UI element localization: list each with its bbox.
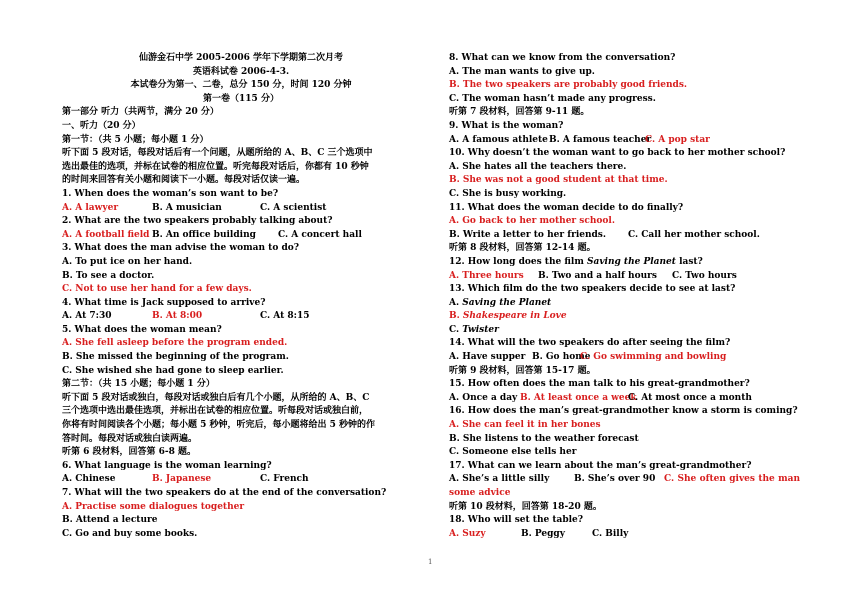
- question-10: 10. Why doesn’t the woman want to go back to her mother school?: [449, 148, 786, 159]
- question-12-text: last?: [675, 256, 703, 267]
- section2-instruction: 你将有时间阅读各个小题；每小题 5 秒钟，听完后，每小题将给出 5 秒钟的作: [62, 420, 376, 431]
- option-answer: C. Go swimming and bowling: [580, 352, 727, 363]
- option-answer: A. She fell asleep before the program ended.: [62, 338, 288, 349]
- option: A. She’s a little silly: [449, 474, 550, 485]
- exam-subject-title: 英语科试卷 2006-4-3.: [192, 66, 290, 77]
- option-answer: B. The two speakers are probably good friends.: [449, 80, 688, 91]
- question-2: 2. What are the two speakers probably talking about?: [62, 216, 333, 227]
- question-5: 5. What does the woman mean?: [62, 324, 222, 335]
- option: C. At 8:15: [260, 311, 310, 322]
- material-9: 听第 9 段材料，回答第 15-17 题。: [449, 365, 596, 376]
- option: [449, 324, 801, 338]
- film-title: Shakespeare in Love: [462, 311, 567, 322]
- option-answer: [449, 310, 801, 324]
- option-answer: A. She can feel it in her bones: [449, 420, 601, 431]
- options-row: [62, 473, 420, 487]
- option: C. She wished she had gone to sleep earlier.: [62, 365, 284, 376]
- question-13: 13. Which film do the two speakers decide to see at last?: [449, 284, 736, 295]
- option: B. Write a letter to her friends.: [449, 229, 607, 240]
- material-6: 听第 6 段材料，回答第 6-8 题。: [62, 447, 197, 458]
- option: A. To put ice on her hand.: [62, 256, 193, 267]
- option: [449, 297, 801, 311]
- exam-school-title: 仙游金石中学 2005-2006 学年下学期第二次月考: [138, 53, 344, 63]
- options-row: [62, 310, 420, 324]
- question-18: 18. Who will set the table?: [449, 515, 584, 526]
- question-1: 1. When does the woman’s son want to be?: [62, 188, 279, 199]
- option: C. French: [260, 474, 309, 485]
- option: A. The man wants to give up.: [449, 66, 595, 77]
- question-17: 17. What can we learn about the man’s great-grandmother?: [449, 460, 752, 471]
- section1-instruction: 选出最佳的选项，并标在试卷的相应位置。听完每段对话后，你都有 10 秒钟: [62, 161, 369, 172]
- option-answer: C. She often gives the man: [664, 474, 800, 485]
- question-15: 15. How often does the man talk to his great-grandmother?: [449, 379, 750, 390]
- option: C. A scientist: [260, 202, 327, 213]
- options-row: [62, 202, 420, 216]
- question-6: 6. What language is the woman learning?: [62, 460, 272, 471]
- options-row: [449, 392, 801, 406]
- question-16: 16. How does the man’s great-grandmother know a storm is coming?: [449, 406, 798, 417]
- section1-head: 第一节：（共 5 小题；每小题 1 分）: [62, 134, 209, 145]
- option: A. Chinese: [62, 474, 116, 485]
- question-3: 3. What does the man advise the woman to do?: [62, 243, 300, 254]
- option: B. Two and a half hours: [538, 270, 657, 281]
- option: A. A famous athlete: [449, 134, 548, 145]
- option: A. She hates all the teachers there.: [449, 161, 627, 172]
- option: A. Have supper: [449, 352, 526, 363]
- option: C. Call her mother school.: [628, 229, 760, 240]
- option: C. At most once a month: [628, 392, 752, 403]
- option: B. Peggy: [521, 528, 565, 539]
- section1-instruction: 的时间来回答有关小题和阅读下一小题。每段对话仅读一遍。: [62, 175, 306, 186]
- right-column: [449, 52, 801, 541]
- option-answer: A. Practise some dialogues together: [62, 501, 245, 512]
- left-column: [62, 52, 420, 541]
- option: C. A concert hall: [278, 229, 362, 240]
- option: A. Once a day: [449, 392, 518, 403]
- options-row: [449, 134, 801, 148]
- option: C. The woman hasn’t made any progress.: [449, 93, 656, 104]
- section1-title: 一、听力（20 分）: [62, 120, 141, 131]
- film-title: Twister: [462, 324, 499, 335]
- option: A. At 7:30: [62, 311, 112, 322]
- option-answer: A. Go back to her mother school.: [449, 216, 615, 227]
- exam-note: 本试卷分为第一、二卷，总分 150 分，时间 120 分钟: [130, 80, 352, 91]
- options-row: [449, 473, 801, 487]
- option-letter: B.: [449, 311, 463, 322]
- film-title: Saving the Planet: [462, 297, 552, 308]
- option-answer: C. A pop star: [645, 134, 710, 145]
- option: B. She’s over 90: [574, 474, 656, 485]
- section2-instruction: 答时间。每段对话或独白读两遍。: [62, 433, 198, 444]
- option-answer: B. She was not a good student at that time.: [449, 175, 668, 186]
- option: B. A musician: [152, 202, 222, 213]
- options-row: [449, 351, 801, 365]
- option-answer: A. A football field: [62, 229, 150, 240]
- option: B. She listens to the weather forecast: [449, 433, 639, 444]
- options-row: [449, 270, 801, 284]
- option: B. An office building: [152, 229, 256, 240]
- option-answer: A. Suzy: [449, 528, 486, 539]
- option-answer: B. At 8:00: [152, 311, 203, 322]
- option-answer: A. Three hours: [449, 270, 524, 281]
- options-row: [449, 229, 801, 243]
- option: B. Attend a lecture: [62, 515, 158, 526]
- option-answer: A. A lawyer: [62, 202, 119, 213]
- option: C. Two hours: [672, 270, 737, 281]
- section1-instruction: 听下面 5 段对话，每段对话后有一个问题，从题所给的 A、B、C 三个选项中: [62, 148, 373, 159]
- option-letter: A.: [449, 297, 463, 308]
- section2-instruction: 三个选项中选出最佳选项，并标出在试卷的相应位置。听每段对话或独白前，: [62, 406, 369, 417]
- option: C. Billy: [592, 528, 629, 539]
- option-answer: C. Not to use her hand for a few days.: [62, 284, 252, 295]
- material-10: 听第 10 段材料，回答第 18-20 题。: [449, 501, 602, 512]
- section2-instruction: 听下面 5 段对话或独白，每段对话或独白后有几个小题，从所给的 A、B、C: [62, 392, 370, 403]
- options-row: [62, 229, 420, 243]
- question-9: 9. What is the woman?: [449, 120, 564, 131]
- question-12: [449, 256, 801, 270]
- material-8: 听第 8 段材料，回答第 12-14 题。: [449, 243, 596, 254]
- option-answer: B. Japanese: [152, 474, 212, 485]
- question-12-text: 12. How long does the film: [449, 256, 587, 267]
- option: B. To see a doctor.: [62, 270, 155, 281]
- question-7: 7. What will the two speakers do at the end of the conversation?: [62, 488, 387, 498]
- part1-heading: 第一部分 听力（共两节，满分 20 分）: [62, 107, 219, 118]
- option-answer-continued: some advice: [449, 488, 511, 498]
- page-number: 1: [428, 558, 433, 566]
- option: C. She is busy working.: [449, 188, 567, 199]
- option-answer: B. At least once a week: [520, 392, 637, 403]
- question-8: 8. What can we know from the conversation?: [449, 53, 676, 63]
- volume-title: 第一卷（115 分）: [203, 93, 279, 104]
- option: C. Go and buy some books.: [62, 528, 198, 539]
- question-14: 14. What will the two speakers do after seeing the film?: [449, 338, 731, 349]
- section2-head: 第二节：（共 15 小题；每小题 1 分）: [62, 379, 215, 390]
- film-title: Saving the Planet: [586, 256, 676, 267]
- question-4: 4. What time is Jack supposed to arrive?: [62, 297, 266, 308]
- option-letter: C.: [449, 324, 463, 335]
- option: B. Go home: [532, 352, 591, 363]
- question-11: 11. What does the woman decide to do finally?: [449, 202, 684, 213]
- option: B. A famous teacher: [549, 134, 652, 145]
- option: C. Someone else tells her: [449, 447, 577, 458]
- options-row: [449, 528, 801, 542]
- material-7: 听第 7 段材料，回答第 9-11 题。: [449, 107, 590, 118]
- option: B. She missed the beginning of the program.: [62, 352, 289, 363]
